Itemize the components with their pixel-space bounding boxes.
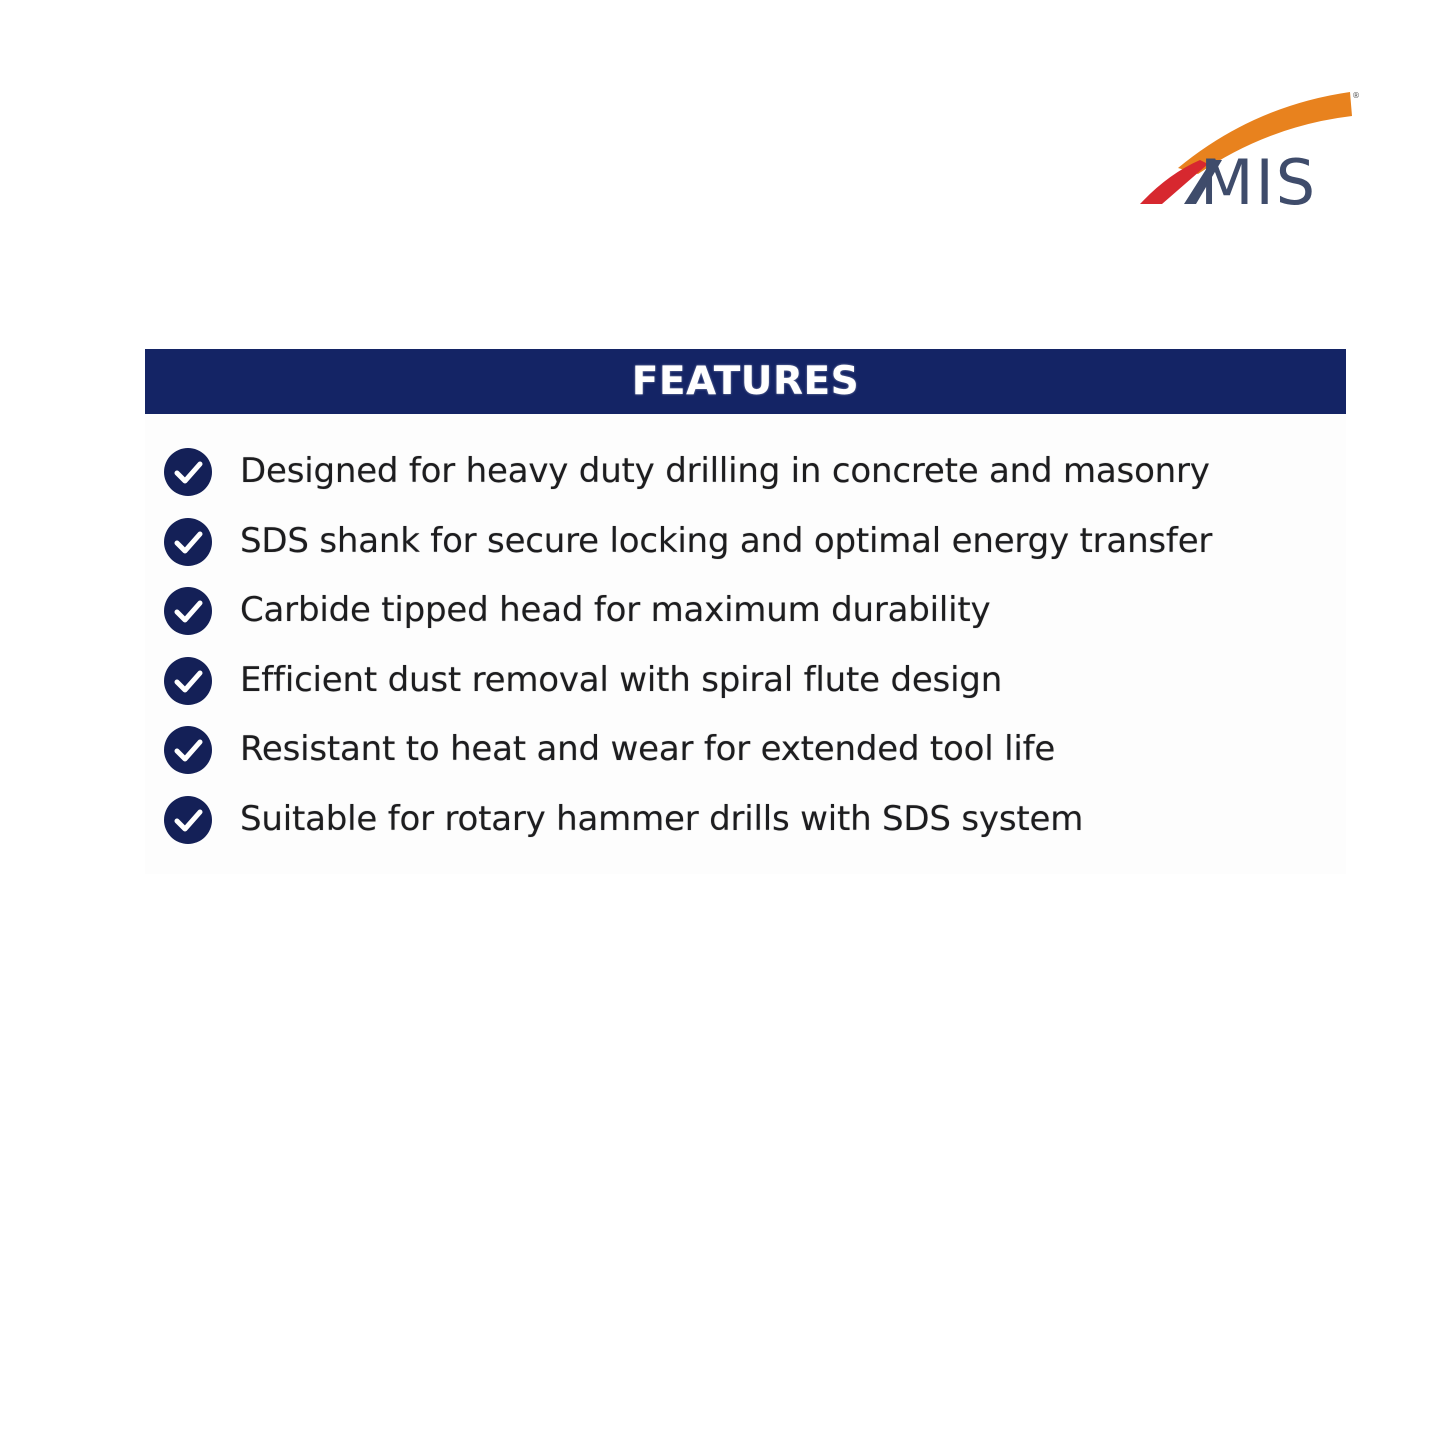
logo-text: MIS xyxy=(1200,146,1318,210)
feature-text: Efficient dust removal with spiral flute design xyxy=(240,659,1003,700)
check-circle-icon xyxy=(163,725,213,775)
check-circle-icon xyxy=(163,795,213,845)
feature-item xyxy=(145,713,1346,783)
feature-text: Designed for heavy duty drilling in concrete and masonry xyxy=(240,451,1210,491)
feature-item xyxy=(145,783,1346,853)
feature-text: Suitable for rotary hammer drills with SDS system xyxy=(240,798,1084,839)
feature-item xyxy=(145,505,1346,575)
features-header xyxy=(145,349,1346,414)
feature-item xyxy=(145,574,1346,644)
features-title: FEATURES xyxy=(631,359,860,404)
check-circle-icon xyxy=(163,656,213,706)
check-circle-icon xyxy=(163,447,213,497)
feature-text: Resistant to heat and wear for extended tool life xyxy=(240,729,1056,770)
brand-logo xyxy=(1138,86,1364,210)
features-panel xyxy=(145,349,1346,874)
check-circle-icon xyxy=(163,517,213,567)
registered-mark: ® xyxy=(1352,91,1360,100)
feature-text: SDS shank for secure locking and optimal energy transfer xyxy=(240,520,1213,561)
check-circle-icon xyxy=(163,586,213,636)
features-list xyxy=(145,435,1346,853)
feature-item xyxy=(145,644,1346,714)
feature-item xyxy=(145,435,1346,505)
feature-text: Carbide tipped head for maximum durability xyxy=(240,590,991,631)
